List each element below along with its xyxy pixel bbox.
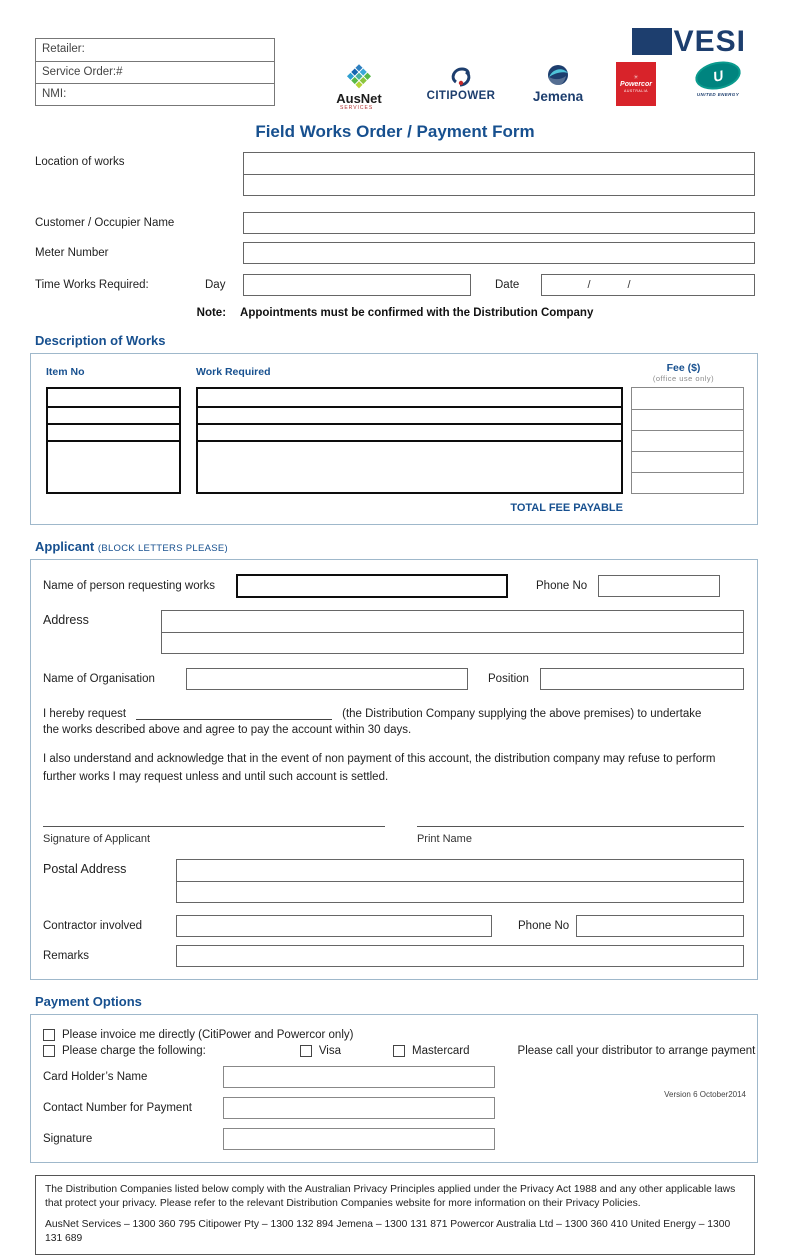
ausnet-logo-subtext: SERVICES: [340, 105, 374, 111]
jemena-swirl-icon: [545, 64, 571, 88]
requester-name-input[interactable]: [236, 574, 508, 598]
applicant-heading: Applicant (BLOCK LETTERS PLEASE): [35, 539, 228, 554]
ausnet-logo: [328, 64, 390, 111]
charge-following-checkbox[interactable]: [43, 1045, 55, 1057]
item-no-cell-3[interactable]: [48, 423, 179, 440]
phone-no-label: Phone No: [536, 580, 588, 592]
request-statement-post: (the Distribution Company supplying the above premises) to undertake: [342, 708, 702, 720]
applicant-section: [30, 559, 758, 980]
fee-cell-3[interactable]: [632, 430, 743, 451]
card-holder-name-label: Card Holder’s Name: [43, 1071, 148, 1083]
phone-no-input[interactable]: [598, 575, 720, 597]
day-label: Day: [205, 279, 226, 291]
request-statement: [43, 706, 744, 736]
total-fee-payable-label: TOTAL FEE PAYABLE: [510, 502, 623, 514]
powercor-logo: [616, 62, 656, 106]
contact-number-input[interactable]: [223, 1097, 495, 1119]
charge-following-label: Please charge the following:: [62, 1045, 206, 1057]
location-line-2[interactable]: [244, 174, 754, 195]
address-input[interactable]: [161, 610, 744, 654]
fee-column-header: Fee ($): [666, 362, 701, 374]
fee-cell-1[interactable]: [632, 388, 743, 409]
payment-options-section: [30, 1014, 758, 1163]
contractor-involved-label: Contractor involved: [43, 920, 143, 932]
distribution-company-input[interactable]: [136, 706, 332, 720]
time-works-required-label: Time Works Required:: [35, 279, 149, 291]
service-order-field[interactable]: Service Order:#: [36, 61, 274, 83]
united-energy-logo-text: UNITED ENERGY: [696, 92, 740, 97]
work-required-column-header: Work Required: [196, 366, 271, 378]
meter-number-input[interactable]: [243, 242, 755, 264]
united-energy-logo: [690, 62, 746, 97]
form-header: [0, 0, 790, 116]
address-line-2[interactable]: [162, 632, 743, 653]
invoice-directly-checkbox[interactable]: [43, 1029, 55, 1041]
jemena-logo: [528, 64, 588, 103]
customer-name-label: Customer / Occupier Name: [35, 217, 175, 229]
position-label: Position: [488, 673, 529, 685]
invoice-directly-label: Please invoice me directly (CitiPower and Powercor only): [62, 1029, 354, 1041]
vesi-logo: [632, 25, 746, 58]
block-letters-note: (BLOCK LETTERS PLEASE): [97, 543, 228, 554]
description-of-works-heading: Description of Works: [35, 333, 166, 348]
contractor-involved-input[interactable]: [176, 915, 492, 937]
address-label: Address: [43, 613, 89, 627]
fee-column-subheader: (office use only): [652, 374, 715, 383]
work-required-cell-3[interactable]: [198, 423, 621, 440]
visa-checkbox[interactable]: [300, 1045, 312, 1057]
visa-label: Visa: [318, 1045, 342, 1057]
signature-of-applicant-line[interactable]: Signature of Applicant: [43, 826, 385, 845]
postal-line-1[interactable]: [177, 860, 743, 881]
item-no-cell-4[interactable]: [48, 440, 179, 457]
call-distributor-note: Please call your distributor to arrange payment: [517, 1045, 756, 1057]
item-no-table: [46, 387, 181, 494]
note-label: Note:: [196, 307, 227, 319]
retailer-field[interactable]: Retailer:: [42, 43, 85, 55]
powercor-logo-subtext: AUSTRALIA: [624, 89, 648, 93]
customer-name-input[interactable]: [243, 212, 755, 234]
item-no-column-header: Item No: [46, 366, 85, 378]
contractor-phone-label: Phone No: [518, 920, 570, 932]
privacy-text: The Distribution Companies listed below comply with the Australian Privacy Principles applied under the Privacy Act 1988 and any other applicable laws that protect your privacy. Please refer to the relevant Distribution Companies website for more information on their Privacy Policies.: [45, 1184, 736, 1209]
citipower-swirl-icon: [446, 66, 476, 88]
remarks-label: Remarks: [43, 950, 90, 962]
citipower-logo-text: CITIPOWER: [426, 90, 496, 102]
remarks-input[interactable]: [176, 945, 744, 967]
date-slash-1: /: [587, 279, 593, 291]
acknowledgement-statement: I also understand and acknowledge that in the event of non payment of this account, the distribution company may refuse to perform further works I may request unless and until such account is settled.: [43, 753, 716, 783]
payment-options-heading: Payment Options: [35, 994, 142, 1009]
contact-number-label: Contact Number for Payment: [43, 1102, 192, 1114]
vesi-logo-text: VESI: [673, 25, 746, 58]
organisation-input[interactable]: [186, 668, 468, 690]
nmi-field[interactable]: NMI:: [36, 83, 274, 105]
work-required-table: [196, 387, 623, 494]
description-of-works-section: [30, 353, 758, 525]
postal-address-input[interactable]: [176, 859, 744, 903]
united-energy-oval-icon: U: [693, 58, 744, 94]
mastercard-label: Mastercard: [412, 1045, 470, 1057]
mastercard-checkbox[interactable]: [393, 1045, 405, 1057]
payment-signature-label: Signature: [43, 1133, 93, 1145]
position-input[interactable]: [540, 668, 744, 690]
location-line-1[interactable]: [244, 153, 754, 174]
work-required-cell-2[interactable]: [198, 406, 621, 423]
location-of-works-label: Location of works: [35, 156, 125, 168]
payment-signature-input[interactable]: [223, 1128, 495, 1150]
fee-table: [631, 387, 744, 494]
meter-number-label: Meter Number: [35, 247, 109, 259]
card-holder-name-input[interactable]: [223, 1066, 495, 1088]
appointments-note: [35, 307, 755, 319]
date-label: Date: [495, 279, 520, 291]
citipower-logo: [418, 66, 504, 102]
fee-cell-4[interactable]: [632, 451, 743, 472]
vesi-logo-block: [632, 28, 672, 55]
powercor-burst-icon: ☀: [633, 75, 639, 81]
work-required-cell-4[interactable]: [198, 440, 621, 457]
date-input[interactable]: [541, 274, 755, 296]
work-required-cell-1[interactable]: [198, 389, 621, 406]
postal-line-2[interactable]: [177, 881, 743, 902]
fee-cell-2[interactable]: [632, 409, 743, 430]
jemena-logo-text: Jemena: [532, 89, 584, 104]
day-input[interactable]: [243, 274, 471, 296]
privacy-notice-box: [35, 1175, 755, 1255]
organisation-label: Name of Organisation: [43, 673, 155, 685]
distributor-contacts: AusNet Services – 1300 360 795 Citipower Pty – 1300 132 894 Jemena – 1300 131 871 Powercor Australia Ltd – 1300 360 410 United Energy – 1300 131 689: [45, 1219, 731, 1244]
top-fields: [0, 152, 790, 319]
retailer-table: [35, 38, 275, 106]
ausnet-diamond-icon: [342, 64, 376, 90]
item-no-cell-1[interactable]: [48, 389, 179, 406]
location-of-works-input[interactable]: [243, 152, 755, 196]
date-slash-2: /: [627, 279, 633, 291]
total-fee-cell[interactable]: [632, 472, 743, 493]
version-text: Version 6 October2014: [664, 1090, 746, 1099]
contractor-phone-input[interactable]: [576, 915, 744, 937]
item-no-cell-2[interactable]: [48, 406, 179, 423]
powercor-logo-text: Powercor: [620, 81, 652, 88]
print-name-line[interactable]: Print Name: [417, 826, 744, 845]
requester-name-label: Name of person requesting works: [43, 580, 215, 592]
note-text: Appointments must be confirmed with the Distribution Company: [240, 307, 594, 319]
postal-address-label: Postal Address: [43, 862, 127, 876]
page-title: Field Works Order / Payment Form: [255, 122, 535, 141]
request-statement-line2: the works described above and agree to pay the account within 30 days.: [43, 724, 412, 736]
request-statement-pre: I hereby request: [43, 708, 127, 720]
ausnet-logo-text: AusNet: [336, 91, 382, 106]
address-line-1[interactable]: [162, 611, 743, 632]
